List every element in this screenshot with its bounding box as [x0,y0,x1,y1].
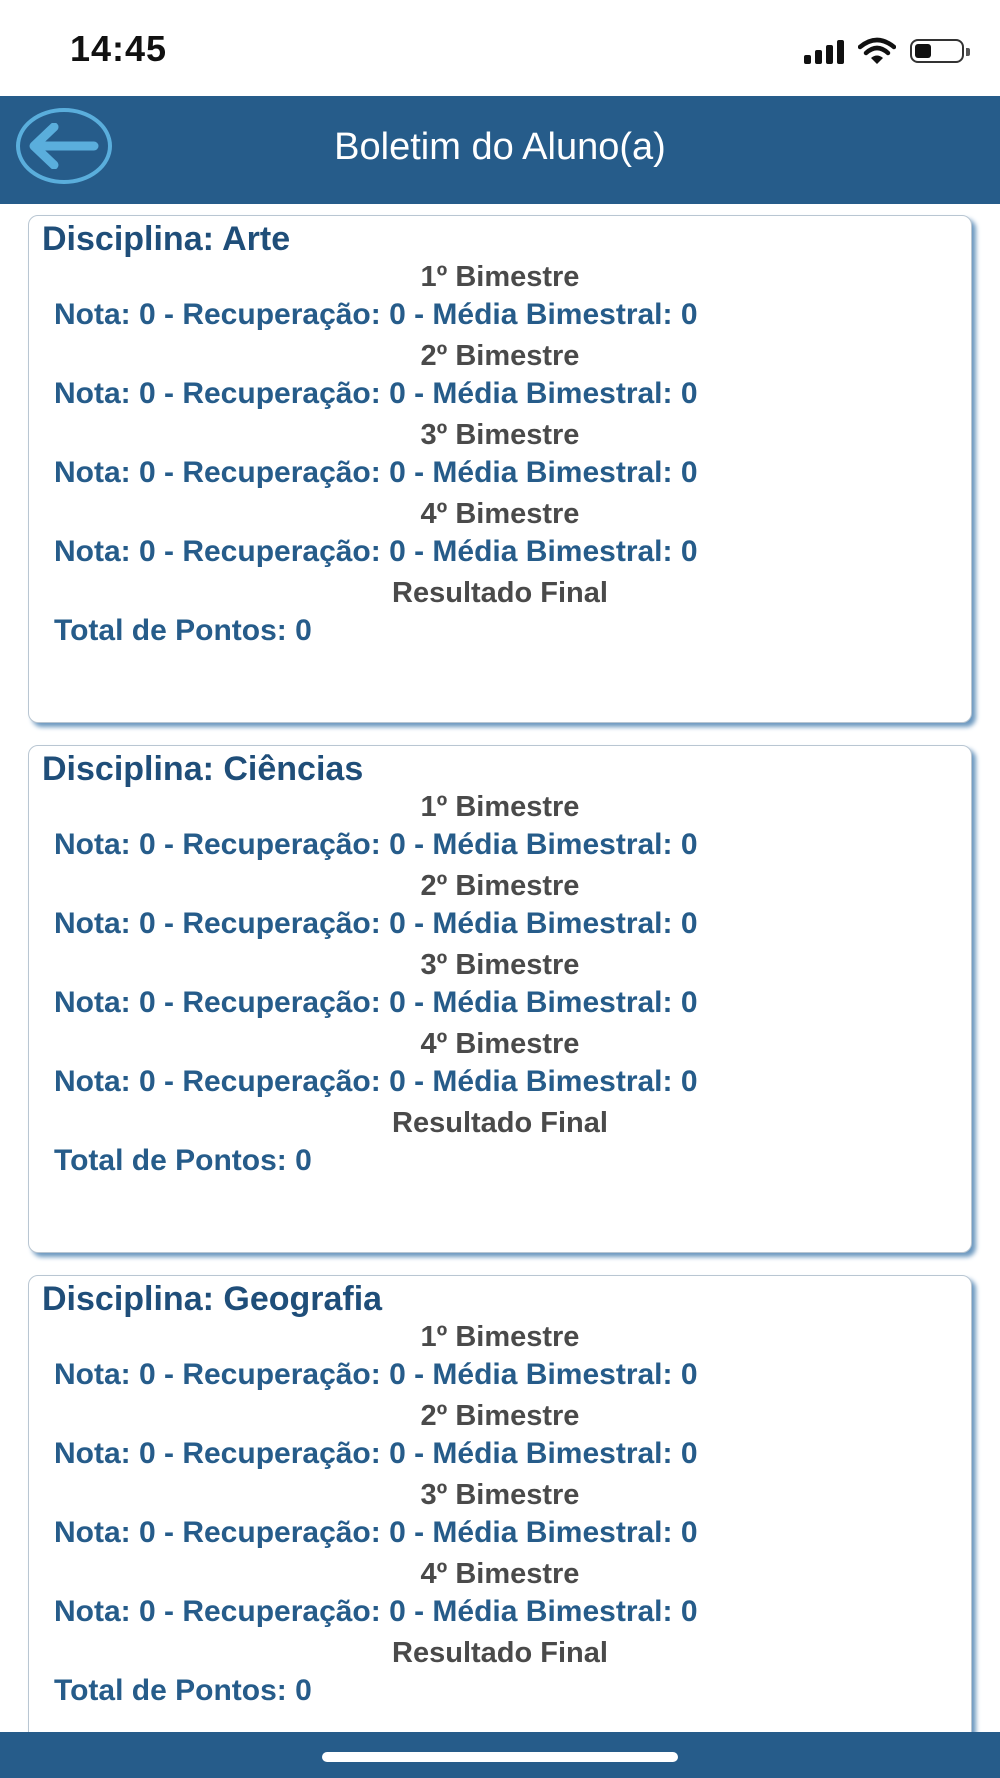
grade-line: Nota: 0 - Recuperação: 0 - Média Bimestral: 0 [54,298,698,331]
total-points: Total de Pontos: 0 [54,1674,312,1707]
battery-icon [910,39,964,63]
cellular-signal-icon [804,38,844,64]
period-label: 4º Bimestre [420,498,580,530]
period-label: 1º Bimestre [420,791,580,823]
page-title: Boletim do Aluno(a) [334,126,666,168]
period-label: 3º Bimestre [420,949,580,981]
period-label: 3º Bimestre [420,419,580,451]
grade-line: Nota: 0 - Recuperação: 0 - Média Bimestral: 0 [54,1358,698,1391]
grade-line: Nota: 0 - Recuperação: 0 - Média Bimestral: 0 [54,1437,698,1470]
status-icons [804,34,964,68]
period-label: 1º Bimestre [420,261,580,293]
app-header [0,96,1000,204]
grade-line: Nota: 0 - Recuperação: 0 - Média Bimestral: 0 [54,986,698,1019]
grade-line: Nota: 0 - Recuperação: 0 - Média Bimestral: 0 [54,377,698,410]
subject-title: Disciplina: Ciências [42,750,364,788]
subject-title: Disciplina: Arte [42,220,291,258]
final-result-label: Resultado Final [392,577,608,609]
grade-line: Nota: 0 - Recuperação: 0 - Média Bimestral: 0 [54,535,698,568]
grade-line: Nota: 0 - Recuperação: 0 - Média Bimestral: 0 [54,1595,698,1628]
subject-list[interactable] [0,204,1000,1732]
wifi-icon [858,37,896,65]
period-label: 3º Bimestre [420,1479,580,1511]
subject-title: Disciplina: Geografia [42,1280,383,1318]
status-time: 14:45 [70,28,168,69]
status-bar [0,0,1000,96]
total-points: Total de Pontos: 0 [54,1144,312,1177]
period-label: 4º Bimestre [420,1558,580,1590]
period-label: 1º Bimestre [420,1321,580,1353]
subject-card-arte [28,215,972,723]
period-label: 2º Bimestre [420,870,580,902]
grade-line: Nota: 0 - Recuperação: 0 - Média Bimestral: 0 [54,828,698,861]
period-label: 4º Bimestre [420,1028,580,1060]
subject-card-geografia [28,1275,972,1732]
grade-line: Nota: 0 - Recuperação: 0 - Média Bimestral: 0 [54,1065,698,1098]
total-points: Total de Pontos: 0 [54,614,312,647]
grade-line: Nota: 0 - Recuperação: 0 - Média Bimestral: 0 [54,456,698,489]
bottom-bar [0,1732,1000,1778]
home-indicator[interactable] [322,1752,678,1762]
final-result-label: Resultado Final [392,1107,608,1139]
grade-line: Nota: 0 - Recuperação: 0 - Média Bimestral: 0 [54,907,698,940]
grade-line: Nota: 0 - Recuperação: 0 - Média Bimestral: 0 [54,1516,698,1549]
period-label: 2º Bimestre [420,340,580,372]
final-result-label: Resultado Final [392,1637,608,1669]
subject-card-ciencias [28,745,972,1253]
period-label: 2º Bimestre [420,1400,580,1432]
